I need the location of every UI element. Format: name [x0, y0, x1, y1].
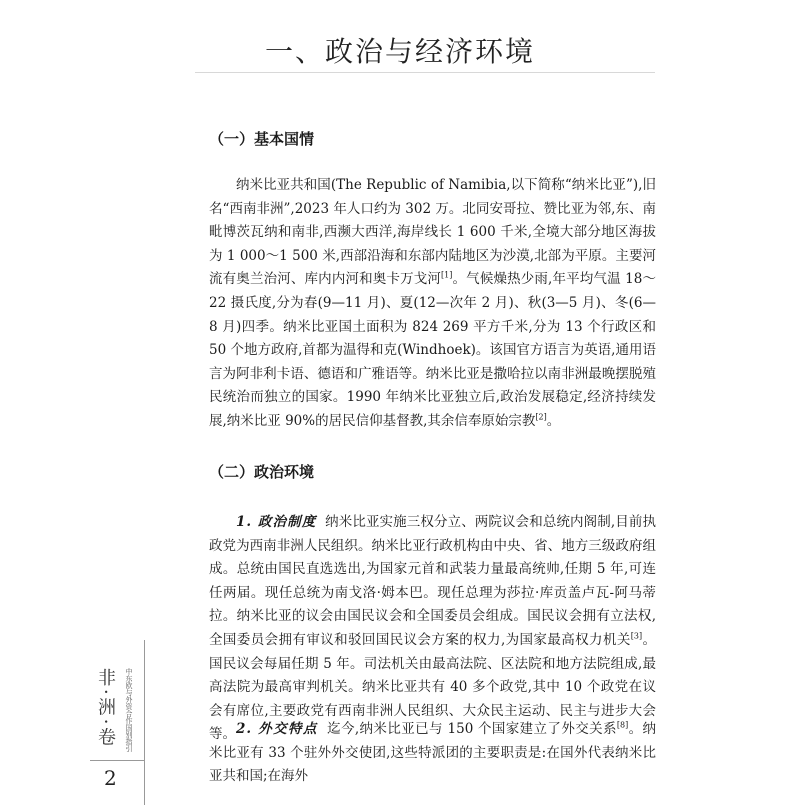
text-run: 。国民议会每届任期 5 年。司法机关由最高法院、区法院和地方法院组成,最高法院为最高审判机关。纳米比亚共有 40 多个政党,其中 10 个政党在议会有席位,主要政党有西南非洲人民组织、大众民主运动、民主与进步大会等。	[209, 631, 656, 743]
text-run: 纳米比亚共和国(The Republic of Namibia,以下简称“纳米比亚”),旧名“西南非洲”,2023 年人口约为 302 万。北同安哥拉、赞比亚为邻,东、南毗博茨瓦纳和南非,西濒大西洋,海岸线长 1 600 千米,全境大部分地区海拔为 1 000～1 500 米,西部沿海和东部内陆地区为沙漠,北部为平原。主要河流有奥兰治河、库内内河和奥卡万戈河	[209, 177, 656, 288]
text-run: 迄今,纳米比亚已与 150 个国家建立了外交关系	[327, 721, 617, 737]
footnote-ref: [8]	[616, 720, 629, 730]
paragraph-political-system	[209, 511, 656, 747]
paragraph-label: 1. 政治制度	[236, 514, 317, 530]
footnote-ref: [2]	[535, 412, 547, 422]
chapter-title: 一、政治与经济环境	[264, 35, 535, 68]
section-heading-politics: （二）政治环境	[209, 463, 315, 481]
text-run: 。纳米比亚有 33 个驻外外交使团,这些特派团的主要职责是:在国外代表纳米比亚共和国;在海外	[209, 721, 656, 785]
paragraph-basic-info	[209, 174, 656, 434]
section-heading-basic-info: （一）基本国情	[209, 130, 315, 148]
text-run: 纳米比亚实施三权分立、两院议会和总统内阁制,目前执政党为西南非洲人民组织。纳米比亚行政机构由中央、省、地方三级政府组成。总统由国民直选选出,为国家元首和武装力量最高统帅,任期 5 年,可连任两届。现任总统为南戈洛·姆本巴。现任总理为莎拉·库贡盖卢瓦-阿马蒂拉。纳米比亚的议会由国民议会和全国委员会组成。国民议会拥有立法权,全国委员会拥有审议和驳回国民议会方案的权力,为国家最高权力机关	[209, 514, 656, 648]
series-label: 中东欧与外资合作国别指引	[125, 668, 133, 752]
text-run: 。	[546, 412, 561, 429]
paragraph-label: 2. 外交特点	[236, 721, 318, 737]
title-divider	[195, 72, 655, 73]
text-run: 。气候燥热少雨,年平均气温 18～22 摄氏度,分为春(9—11 月)、夏(12—次年 2 月)、秋(3—5 月)、冬(6—8 月)四季。纳米比亚国土面积为 824 269 平方千米,分为 13 个行政区和 50 个地方政府,首都为温得和克(Windhoek)。该国官方语言为英语,通用语言为阿非利卡语、德语和广雅语等。纳米比亚是撒哈拉以南非洲最晚摆脱殖民统治而独立的国家。1990 年纳米比亚独立后,政治发展稳定,经济持续发展,纳米比亚 90%的居民信仰基督教,其余信奉原始宗教	[209, 271, 657, 429]
footnote-ref: [3]	[630, 631, 643, 641]
margin-horizontal-rule	[90, 760, 144, 761]
page-number: 2	[104, 766, 117, 790]
footnote-ref: [1]	[441, 270, 453, 280]
margin-vertical-rule	[144, 640, 145, 805]
paragraph-diplomacy	[209, 718, 656, 789]
volume-label: 非·洲·卷	[95, 668, 116, 749]
